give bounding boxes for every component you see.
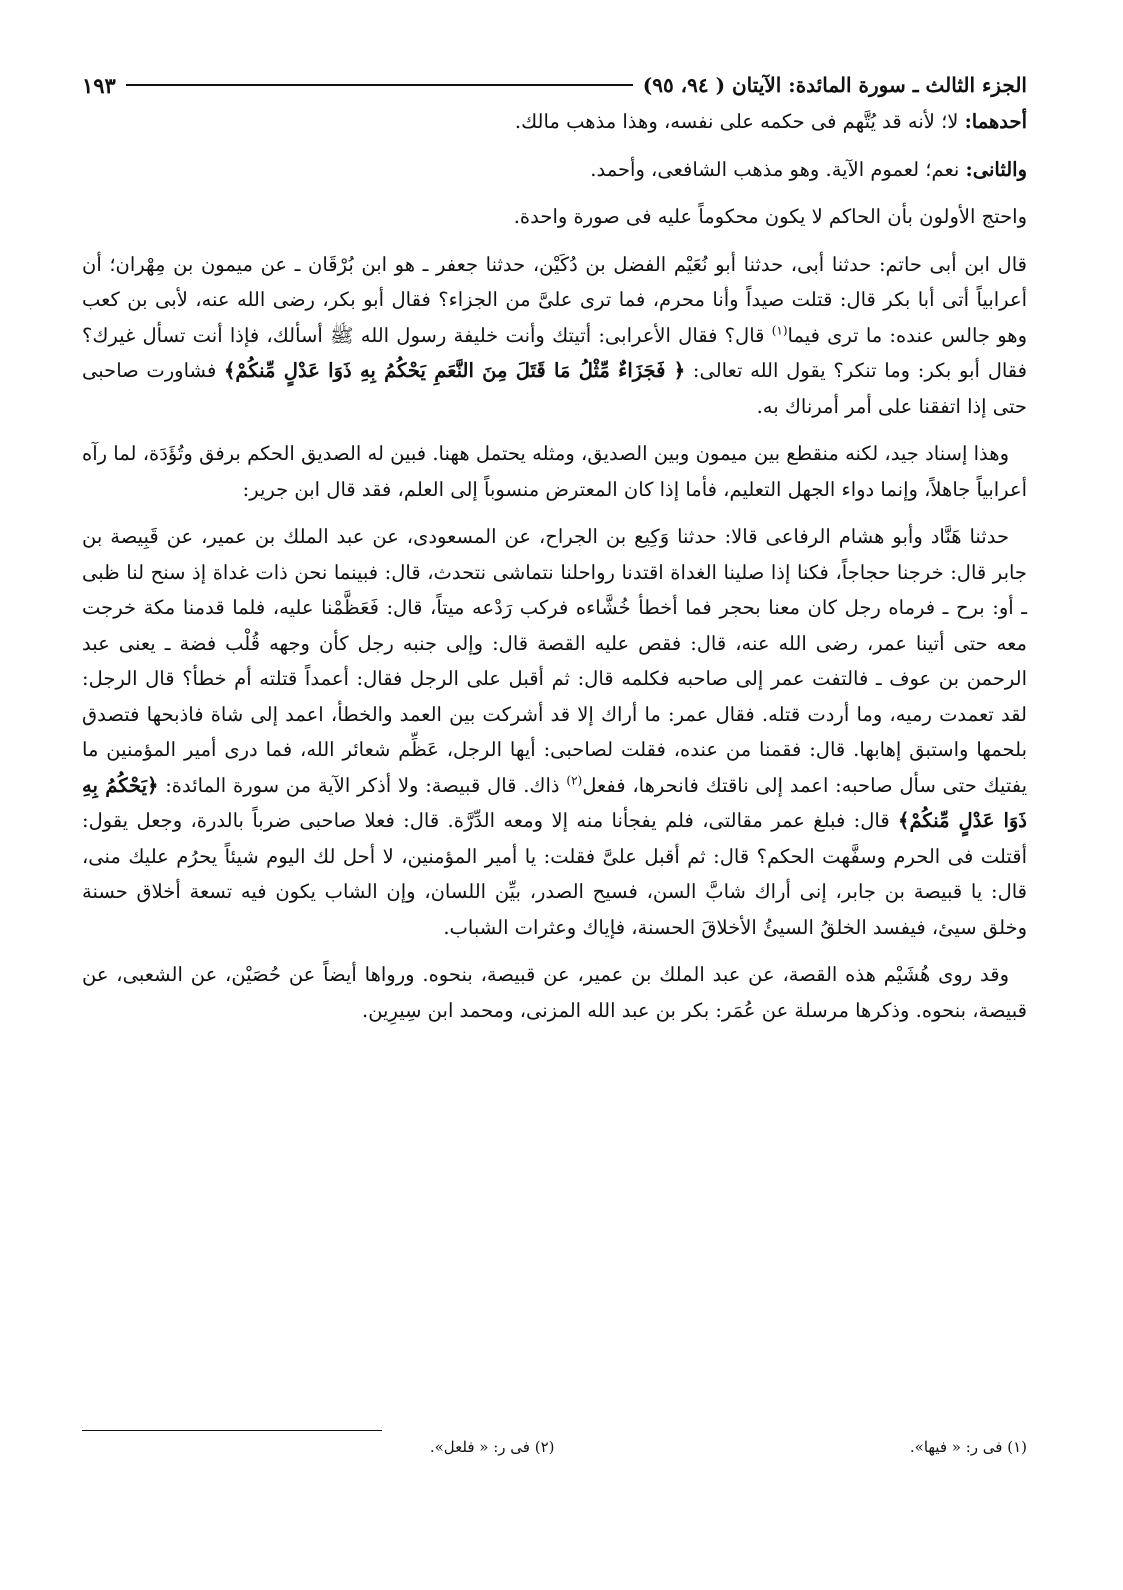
paragraph-text: واحتج الأولون بأن الحاكم لا يكون محكوماً عليه فى صورة واحدة.	[513, 205, 1027, 228]
paragraph-text: قال ابن أبى حاتم: حدثنا أبى، حدثنا أبو نُعَيْم الفضل بن دُكَيْن، حدثنا جعفر ـ هو ابن بُرْقَان ـ عن ميمون بن مِهْران؛ أن أعرابياً أتى أبا بكر قال: قتلت صيداً وأنا محرم، فما ترى علىَّ من الجزاء؟ فقال أبو بكر، رضى الله عنه، لأبى بن كعب وهو جالس عنده: ما ترى فيما	[82, 252, 1027, 347]
paragraph-lead: والثانى:	[965, 157, 1027, 181]
footnote-separator	[82, 1430, 382, 1431]
quran-verse: ﴿ فَجَزَاءٌ مِّثْلُ مَا قَتَلَ مِنَ النَّعَمِ يَحْكُمُ بِهِ ذَوَا عَدْلٍ مِّنكُمْ﴾	[223, 359, 686, 382]
paragraph-ibn-abi-hatim	[82, 247, 1027, 425]
paragraph-text: ذاك. قال قبيصة: ولا أذكر الآية من سورة المائدة:	[158, 773, 567, 797]
paragraph-second-opinion	[82, 152, 1027, 188]
paragraph-text: قال؟ فقال الأعرابى: أتيتك وأنت خليفة رسول الله ﷺ أسألك، فإذا أنت تسأل غيرك؟ فقال أبو بكر: وما تنكر؟ يقول الله تعالى:	[82, 323, 1027, 382]
running-header	[82, 68, 1027, 102]
quran-verse: ﴿يَحْكُمُ بِهِ ذَوَا عَدْلٍ مِّنكُمْ﴾	[82, 773, 1027, 832]
footnote-marker-1[interactable]: (١)	[771, 323, 788, 337]
footnote-marker-2[interactable]: (٢)	[566, 773, 583, 787]
paragraph-text: فشاورت صاحبى حتى إذا اتفقنا على أمر أمرناك به.	[82, 359, 1027, 418]
paragraph-argument	[82, 199, 1027, 235]
paragraph-text: نعم؛ لعموم الآية. وهو مذهب الشافعى، وأحمد.	[590, 157, 966, 181]
header-rule	[126, 84, 633, 86]
paragraph-other-chains	[82, 957, 1027, 1028]
paragraph-lead: أحدهما:	[964, 110, 1027, 133]
paragraph-text: وقد روى هُشَيْم هذه القصة، عن عبد الملك بن عمير، عن قبيصة، بنحوه. ورواها أيضاً عن حُصَيْن، عن الشعبى، عن قبيصة، بنحوه. وذكرها مرسلة عن عُمَر: بكر بن عبد الله المزنى، ومحمد ابن سِيرِين.	[82, 963, 1027, 1022]
paragraph-text: وهذا إسناد جيد، لكنه منقطع بين ميمون وبين الصديق، ومثله يحتمل ههنا. فبين له الصديق الحكم برفق وتُؤَدَة، لما رآه أعرابياً جاهلاً، وإنما دواء الجهل التعليم، فأما إذا كان المعترض منسوباً إلى العلم، فقد قال ابن جرير:	[82, 442, 1027, 501]
paragraph-ibn-jarir-narration	[82, 519, 1027, 945]
footnote-1: (١) فى ر: « فيها».	[909, 1438, 1027, 1456]
paragraph-isnad-comment	[82, 436, 1027, 507]
footnotes	[82, 1438, 1027, 1468]
page-number: ١٩٣	[82, 72, 116, 98]
running-title: الجزء الثالث ـ سورة المائدة: الآيتان ( ٩٤، ٩٥)	[642, 73, 1027, 97]
paragraph-text: لا؛ لأنه قد يُتَّهم فى حكمه على نفسه، وهذا مذهب مالك.	[514, 110, 965, 133]
paragraph-first-opinion	[82, 104, 1027, 140]
paragraph-text: قال: فبلغ عمر مقالتى، فلم يفجأنا منه إلا ومعه الدِّرَّة. قال: فعلا صاحبى ضرباً بالدرة، وجعل يقول: أقتلت فى الحرم وسفَّهت الحكم؟ قال: ثم أقبل علىَّ فقلت: يا أمير المؤمنين، لا أحل لك اليوم شيئاً يحرُم عليك منى، قال: يا قبيصة بن جابر، إنى أراك شابَّ السن، فسيح الصدر، بيِّن اللسان، وإن الشاب يكون فيه تسعة أخلاق حسنة وخلق سيئ، فيفسد الخلقُ السيئُ الأخلاقَ الحسنة، فإياك وعثرات الشباب.	[82, 809, 1027, 939]
footnote-2: (٢) فى ر: « فلعل».	[429, 1438, 555, 1456]
book-page	[82, 60, 1027, 1500]
paragraph-text: حدثنا هَنَّاد وأبو هشام الرفاعى قالا: حدثنا وَكِيع بن الجراح، عن المسعودى، عن عبد الملك بن عمير، عن قَبِيصة بن جابر قال: خرجنا حجاجاً، فكنا إذا صلينا الغداة اقتدنا رواحلنا نتماشى نتحدث، قال: فبينما نحن ذات غداة إذ سنح لنا ظبى ـ أو: برح ـ فرماه رجل كان معنا بحجر فما أخطأ خُشَّاءه فركب رَدْعه ميتاً، قال: فَعَظَّمْنا عليه، فلما قدمنا مكة خرجت معه حتى أتينا عمر، رضى الله عنه، قال: فقص عليه القصة قال: وإلى جنبه رجل كأن وجهه قُلْب فضة ـ يعنى عبد الرحمن بن عوف ـ فالتفت عمر إلى صاحبه فكلمه قال: ثم أقبل على الرجل فقال: أعمداً قتلته أم خطأ؟ قال الرجل: لقد تعمدت رميه، وما أردت قتله. فقال عمر: ما أراك إلا قد أشركت بين العمد والخطأ، اعمد إلى شاة فاذبحها فتصدق بلحمها واستبق إهابها. قال: فقمنا من عنده، فقلت لصاحبى: أيها الرجل، عَظِّم شعائر الله، فما درى أمير المؤمنين ما يفتيك حتى سأل صاحبه: اعمد إلى ناقتك فانحرها، ففعل	[82, 525, 1028, 797]
page-body	[82, 104, 1027, 1040]
